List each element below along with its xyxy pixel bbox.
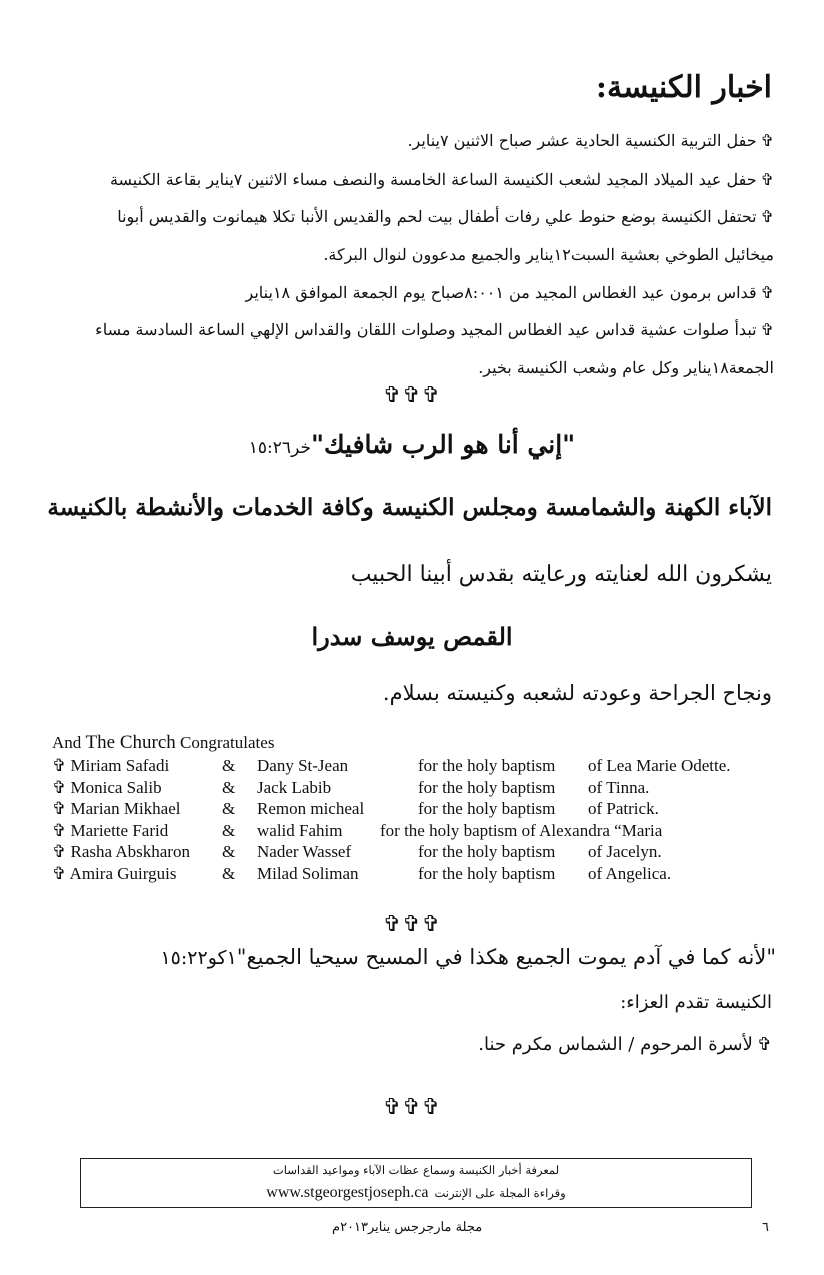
news-item — [44, 207, 774, 227]
parent-one: ✞ Rasha Abskharon — [52, 842, 190, 861]
news-item — [44, 320, 774, 340]
cross-separator-icon: ✞✞✞ — [382, 912, 442, 937]
ampersand: & — [222, 777, 236, 797]
banner-heading: الآباء الكهنة والشمامسة ومجلس الكنيسة وكافة الخدمات والأنشطة بالكنيسة — [47, 494, 772, 521]
cross-separator-icon: ✞✞✞ — [382, 1095, 442, 1120]
parent-one: ✞ Mariette Farid — [52, 820, 169, 840]
cross-icon: ✞ — [760, 320, 774, 339]
child-name: of Tinna. — [588, 777, 650, 797]
occasion: for the holy baptism — [418, 777, 556, 797]
congrats-row — [52, 777, 792, 799]
cross-icon: ✞ — [760, 283, 774, 302]
parent-two: Jack Labib — [257, 777, 332, 797]
ampersand: & — [222, 820, 236, 840]
child-name: of Lea Marie Odette. — [588, 756, 731, 775]
congrats-row — [52, 841, 792, 863]
occasion: for the holy baptism — [418, 842, 556, 861]
cross-separator-icon: ✞✞✞ — [382, 383, 442, 408]
news-item-text: حفل التربية الكنسية الحادية عشر صباح الاثنين ٧يناير. — [407, 131, 757, 150]
congrats-row — [52, 755, 792, 777]
cross-icon: ✞ — [760, 207, 774, 226]
news-item-text: تحتفل الكنيسة بوضع حنوط علي رفات أطفال بيت لحم والقديس الأنبا تكلا هيمانوت والقديس أبونا — [117, 207, 757, 226]
parent-two: Dany St-Jean — [257, 756, 349, 775]
news-item-text: قداس برمون عيد الغطاس المجيد من ٨:٠٠١صباح يوم الجمعة الموافق ١٨يناير — [245, 283, 757, 302]
verse-quote — [0, 430, 824, 459]
website-info-read-online: وقراءة المجلة على الإنترنت — [434, 1186, 566, 1200]
verse-text: "إني أنا هو الرب شافيك" — [310, 430, 576, 459]
occasion: for the holy baptism — [418, 863, 556, 883]
parent-one: ✞ Monica Salib — [52, 777, 162, 797]
congrats-list — [52, 755, 792, 884]
recovery-line: ونجاح الجراحة وعودته لشعبه وكنيسته بسلام. — [382, 681, 772, 705]
news-item-text: حفل عيد الميلاد المجيد لشعب الكنيسة الساعة الخامسة والنصف مساء الاثنين ٧يناير بقاعة الكنيسة — [109, 170, 757, 189]
verse-reference: ١كو١٥:٢٢ — [160, 947, 237, 969]
news-item — [44, 170, 774, 190]
ampersand: & — [222, 799, 236, 818]
congrats-prefix: And — [52, 733, 86, 752]
news-item-continuation: الجمعة١٨يناير وكل عام وشعب الكنيسة بخير. — [478, 358, 774, 377]
parent-two: walid Fahim — [257, 820, 343, 840]
parent-two: Nader Wassef — [257, 842, 352, 861]
ampersand: & — [222, 842, 236, 861]
occasion: for the holy baptism — [418, 756, 556, 775]
congrats-row — [52, 798, 792, 820]
verse-reference: خر١٥:٢٦ — [248, 438, 311, 458]
cross-icon: ✞ — [756, 1034, 772, 1055]
child-name: of Angelica. — [588, 863, 672, 883]
condolences-heading: الكنيسة تقدم العزاء: — [620, 992, 772, 1013]
news-item — [44, 283, 774, 303]
ampersand: & — [222, 863, 236, 883]
condolences-line — [478, 1034, 772, 1055]
website-info-line: لمعرفة أخبار الكنيسة وسماع عظات الآباء ومواعيد القداسات — [272, 1163, 560, 1177]
news-item — [44, 131, 774, 151]
cross-icon: ✞ — [760, 170, 774, 189]
congrats-row — [52, 863, 792, 885]
congrats-suffix: Congratulates — [175, 733, 275, 752]
congrats-church: The Church — [85, 732, 176, 753]
news-item-text: تبدأ صلوات عشية قداس عيد الغطاس المجيد وصلوات اللقان والقداس الإلهي الساعة السادسة مساء — [95, 320, 757, 339]
child-name: of Jacelyn. — [588, 842, 662, 861]
parent-two: Remon micheal — [257, 799, 365, 818]
parent-two: Milad Soliman — [257, 863, 359, 883]
congrats-title — [52, 732, 274, 754]
thanks-line: يشكرون الله لعنايته ورعايته بقدس أبينا الحبيب — [350, 562, 772, 587]
news-heading: اخبار الكنيسة: — [595, 70, 772, 105]
cross-icon: ✞ — [760, 131, 774, 150]
parent-one: ✞ Amira Guirguis — [52, 863, 177, 883]
magazine-footer: مجلة مارجرجس يناير٢٠١٣م — [332, 1220, 483, 1235]
ampersand: & — [222, 756, 236, 775]
priest-name: القمص يوسف سدرا — [311, 622, 513, 651]
occasion: for the holy baptism of Alexandra “Maria — [380, 820, 663, 840]
verse-quote — [56, 945, 776, 969]
condolences-text: لأسرة المرحوم / الشماس مكرم حنا. — [478, 1034, 753, 1055]
parent-one: ✞ Marian Mikhael — [52, 799, 181, 818]
page-number: ٦ — [762, 1220, 769, 1235]
website-info-box — [80, 1158, 752, 1208]
verse-text: "لأنه كما في آدم يموت الجميع هكذا في المسيح سيحيا الجميع" — [236, 945, 776, 969]
occasion: for the holy baptism — [418, 799, 556, 818]
parent-one: ✞ Miriam Safadi — [52, 756, 170, 775]
website-link[interactable]: www.stgeorgestjoseph.ca — [266, 1184, 429, 1201]
website-info-url-line — [81, 1183, 751, 1202]
congrats-row — [52, 820, 792, 842]
news-item-continuation: ميخائيل الطوخي بعشية السبت١٢يناير والجميع مدعوون لنوال البركة. — [323, 245, 774, 264]
child-name: of Patrick. — [588, 799, 659, 818]
